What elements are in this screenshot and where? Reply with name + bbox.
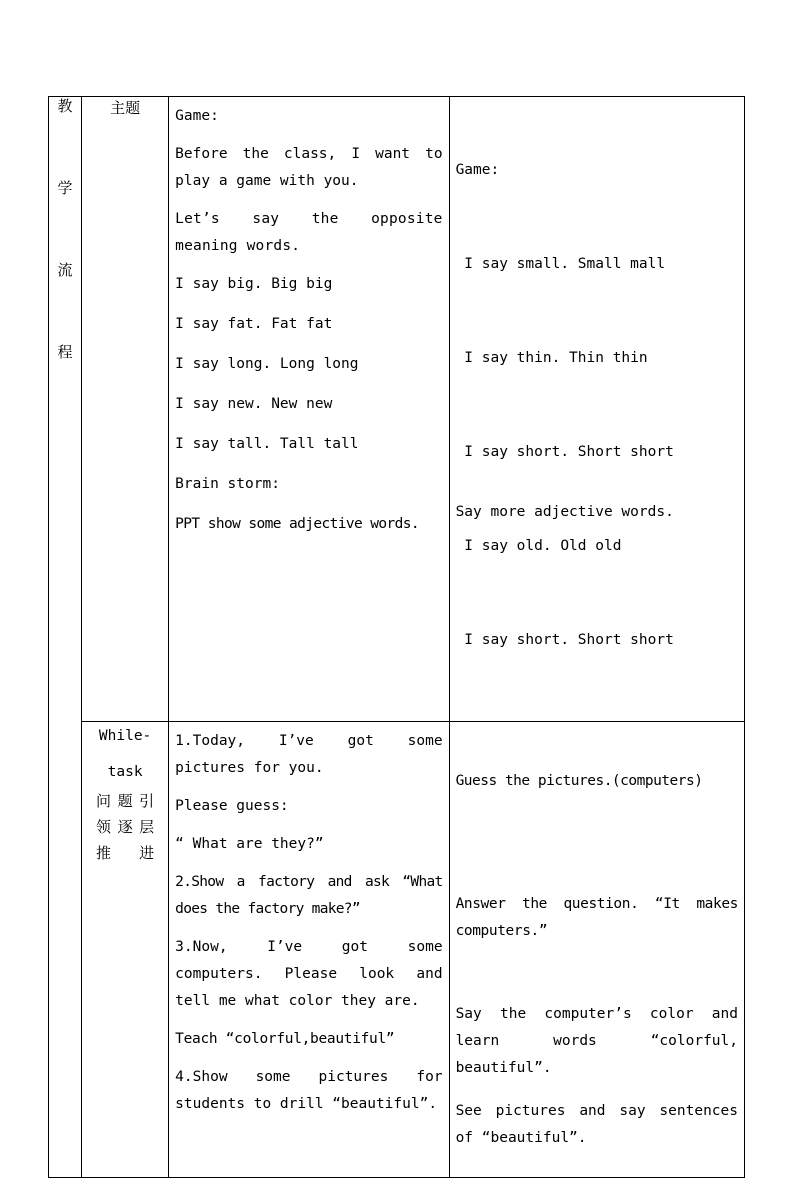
student-line: See pictures and say sentences of “beautiful”.: [455, 1103, 738, 1146]
stage-cell: [82, 722, 169, 1178]
teacher-line: Teach “colorful,beautiful”: [175, 1031, 395, 1047]
teacher-line: Before the class, I want to play a game with you.: [175, 146, 443, 189]
teacher-line: 4.Show some pictures for students to drill “beautiful”.: [175, 1069, 443, 1112]
teacher-line: PPT show some adjective words.: [175, 516, 420, 532]
process-header-char: 流: [57, 261, 73, 279]
student-line: Guess the pictures.(computers): [455, 773, 703, 789]
teacher-line: I say new. New new: [175, 396, 333, 412]
student-line: Say more adjective words.: [455, 504, 674, 520]
process-header-char: 程: [57, 343, 73, 361]
teacher-line: I say fat. Fat fat: [175, 316, 333, 332]
student-line: I say small. Small mall: [455, 256, 666, 272]
table-row: [49, 722, 745, 1178]
teacher-line: Let’s say the opposite meaning words.: [175, 211, 443, 254]
student-line: I say thin. Thin thin: [455, 350, 648, 366]
teacher-activity-cell: [169, 97, 449, 722]
teacher-line: Please guess:: [175, 798, 289, 814]
student-line: Game:: [455, 162, 500, 178]
teacher-line: I say big. Big big: [175, 276, 333, 292]
stage-label: While-: [98, 728, 152, 744]
stage-label: task: [107, 764, 143, 780]
lesson-plan-table: [48, 96, 745, 1178]
topic-cell: [82, 97, 169, 722]
teacher-line: Brain storm:: [175, 476, 280, 492]
student-activity-cell: [449, 97, 744, 722]
table-row: [49, 97, 745, 722]
student-line: I say short. Short short: [455, 444, 674, 460]
student-line: I say old. Old old: [455, 538, 622, 554]
process-header-char: 学: [57, 179, 73, 197]
teacher-line: 3.Now, I’ve got some computers. Please look and tell me what color they are.: [175, 939, 443, 1009]
teacher-line: 2.Show a factory and ask “What does the factory make?”: [175, 874, 443, 917]
teacher-line: “ What are they?”: [175, 836, 324, 852]
teacher-activity-cell: [169, 722, 449, 1178]
student-line: Answer the question. “It makes computers.”: [455, 896, 738, 939]
teacher-line: I say long. Long long: [175, 356, 359, 372]
process-header-cell: [49, 97, 82, 1178]
process-header-char: 教: [57, 97, 73, 115]
stage-description: 问题引领逐层推进: [96, 792, 155, 862]
teacher-line: I say tall. Tall tall: [175, 436, 359, 452]
student-line: Say the computer’s color and learn words “colorful, beautiful”.: [455, 1006, 738, 1076]
teacher-line: Game:: [175, 108, 219, 124]
teacher-line: 1.Today, I’ve got some pictures for you.: [175, 733, 443, 776]
student-activity-cell: [449, 722, 744, 1178]
topic-label: 主题: [110, 99, 141, 117]
student-line: I say short. Short short: [455, 632, 674, 648]
